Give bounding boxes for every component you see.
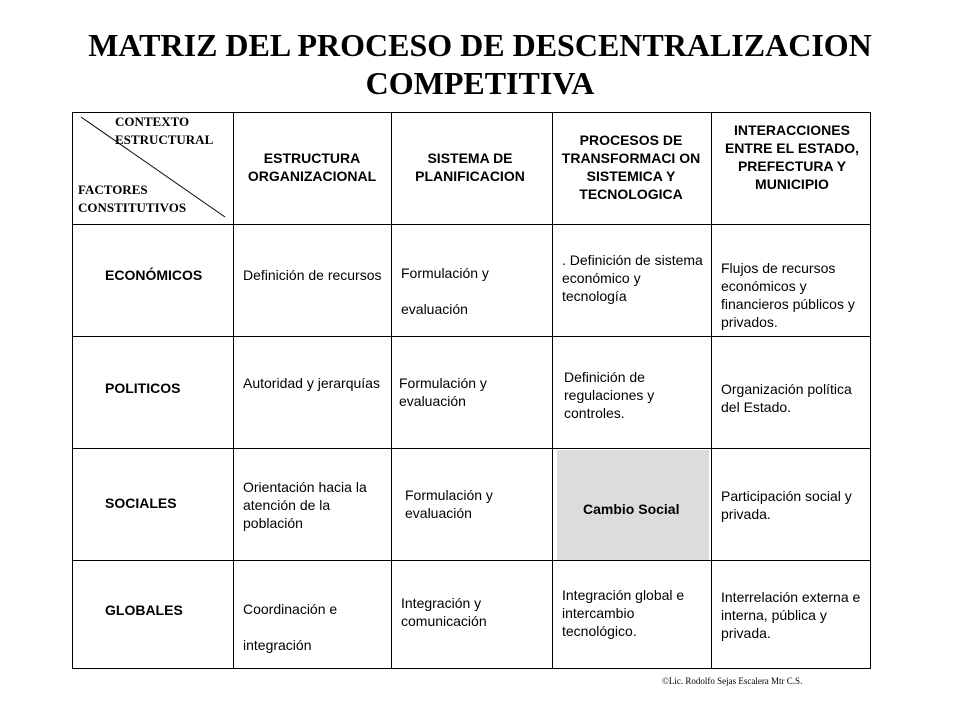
row-divider xyxy=(73,448,870,449)
row-label-globales: GLOBALES xyxy=(105,602,183,618)
header-interacciones: INTERACCIONES ENTRE EL ESTADO, PREFECTURA Y MUNICIPIO xyxy=(724,122,860,192)
column-divider xyxy=(552,113,553,668)
cell-sociales-estructura: Orientación hacia la atención de la población xyxy=(243,479,367,531)
column-divider xyxy=(391,113,392,668)
row-label-sociales: SOCIALES xyxy=(105,495,177,511)
title-line-2: COMPETITIVA xyxy=(365,65,595,101)
matrix-table xyxy=(72,112,871,669)
row-divider xyxy=(73,336,870,337)
row-divider xyxy=(73,224,870,225)
page-title xyxy=(40,26,920,102)
cell-economicos-interacciones: Flujos de recursos económicos y financieros públicos y privados. xyxy=(721,260,855,330)
corner-label-context: CONTEXTO ESTRUCTURAL xyxy=(115,114,214,147)
cell-politicos-interacciones: Organización política del Estado. xyxy=(721,381,852,415)
title-line-1: MATRIZ DEL PROCESO DE DESCENTRALIZACION xyxy=(88,27,872,63)
row-label-politicos: POLITICOS xyxy=(105,380,181,396)
cell-globales-sistema: Integración y comunicación xyxy=(401,595,487,629)
cell-economicos-sistema: Formulación y evaluación xyxy=(401,265,489,317)
cell-sociales-sistema: Formulación y evaluación xyxy=(405,487,493,521)
header-estructura: ESTRUCTURA ORGANIZACIONAL xyxy=(247,150,377,184)
cell-politicos-procesos: Definición de regulaciones y controles. xyxy=(564,369,655,421)
cell-economicos-estructura: Definición de recursos xyxy=(243,267,382,283)
row-divider xyxy=(73,560,870,561)
cell-sociales-procesos: Cambio Social xyxy=(583,501,680,517)
header-sistema: SISTEMA DE PLANIFICACION xyxy=(415,150,525,184)
copyright-footer: ©Lic. Rodolfo Sejas Escalera Mtr C.S. xyxy=(662,676,803,686)
cell-globales-procesos: Integración global e intercambio tecnológico. xyxy=(562,587,685,639)
column-divider xyxy=(233,113,234,668)
cell-sociales-interacciones: Participación social y privada. xyxy=(721,488,852,522)
cell-globales-estructura: Coordinación e integración xyxy=(243,601,338,653)
cell-economicos-procesos: . Definición de sistema económico y tecnología xyxy=(562,252,703,304)
cell-globales-interacciones: Interrelación externa e interna, pública y privada. xyxy=(721,589,861,641)
corner-label-factors: FACTORES CONSTITUTIVOS xyxy=(78,182,187,215)
column-divider xyxy=(711,113,712,668)
row-label-economicos: ECONÓMICOS xyxy=(105,267,203,283)
cell-politicos-sistema: Formulación y evaluación xyxy=(399,375,487,409)
header-procesos: PROCESOS DE TRANSFORMACI ON SISTEMICA Y TECNOLOGICA xyxy=(561,132,701,202)
cell-politicos-estructura: Autoridad y jerarquías xyxy=(243,375,380,391)
